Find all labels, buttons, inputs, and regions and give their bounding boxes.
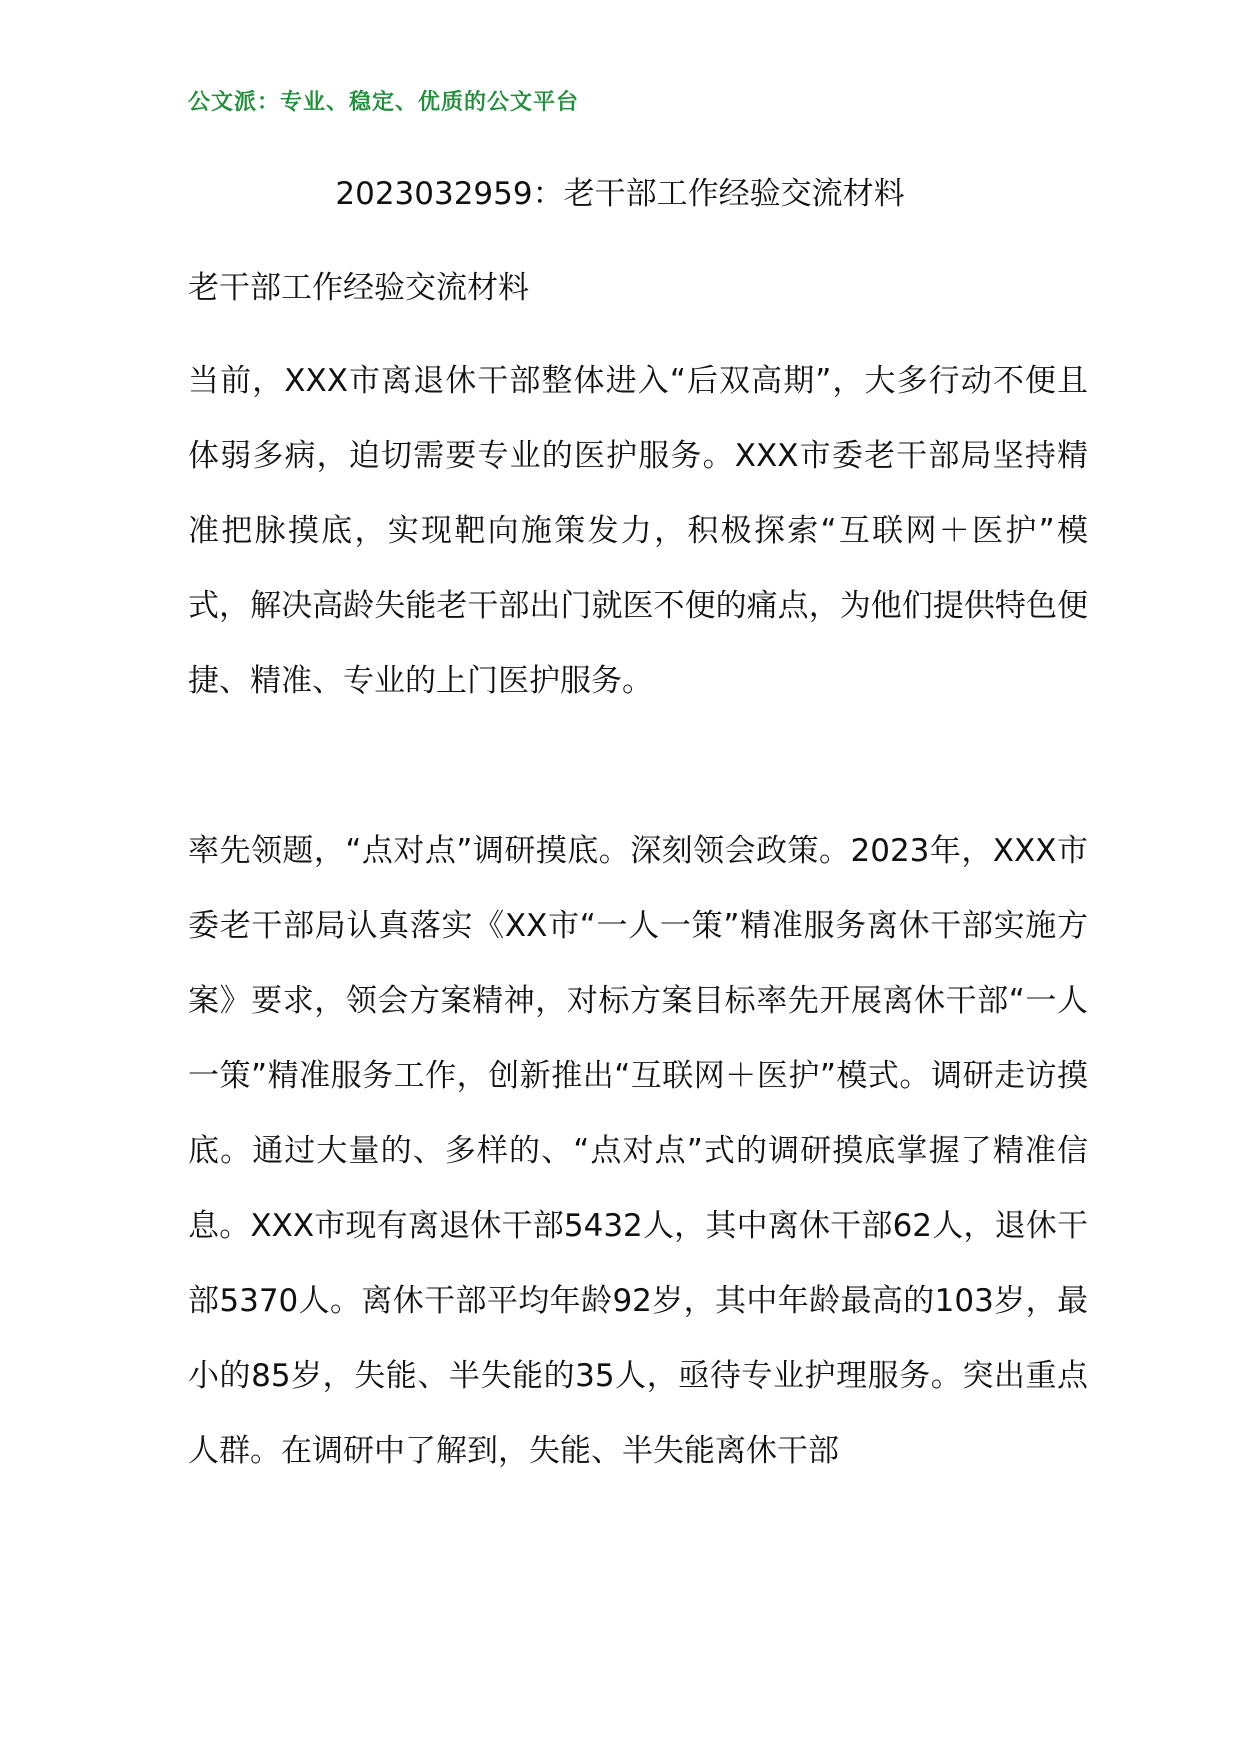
document-title: 2023032959：老干部工作经验交流材料 xyxy=(335,176,905,212)
header-banner: 公文派：专业、稳定、优质的公文平台 xyxy=(188,90,580,115)
document-subtitle: 老干部工作经验交流材料 xyxy=(188,270,529,306)
body-paragraph: 率先领题，“点对点”调研摸底。深刻领会政策。2023年，XXX市委老干部局认真落实《XX市“一人一策”精准服务离休干部实施方案》要求，领会方案精神，对标方案目标率先开展离休干部“一人一策”精准服务工作，创新推出“互联网＋医护”模式。调研走访摸底。通过大量的、多样的、“点对点”式的调研摸底掌握了精准信息。XXX市现有离退休干部5432人，其中离休干部62人，退休干部5370人。离休干部平均年龄92岁，其中年龄最高的103岁，最小的85岁，失能、半失能的35人，亟待专业护理服务。突出重点人群。在调研中了解到，失能、半失能离休干部 xyxy=(188,833,1088,1469)
body-paragraph: 当前，XXX市离退休干部整体进入“后双高期”，大多行动不便且体弱多病，迫切需要专业的医护服务。XXX市委老干部局坚持精准把脉摸底，实现靶向施策发力，积极探索“互联网＋医护”模式，解决高龄失能老干部出门就医不便的痛点，为他们提供特色便捷、精准、专业的上门医护服务。 xyxy=(188,363,1088,699)
